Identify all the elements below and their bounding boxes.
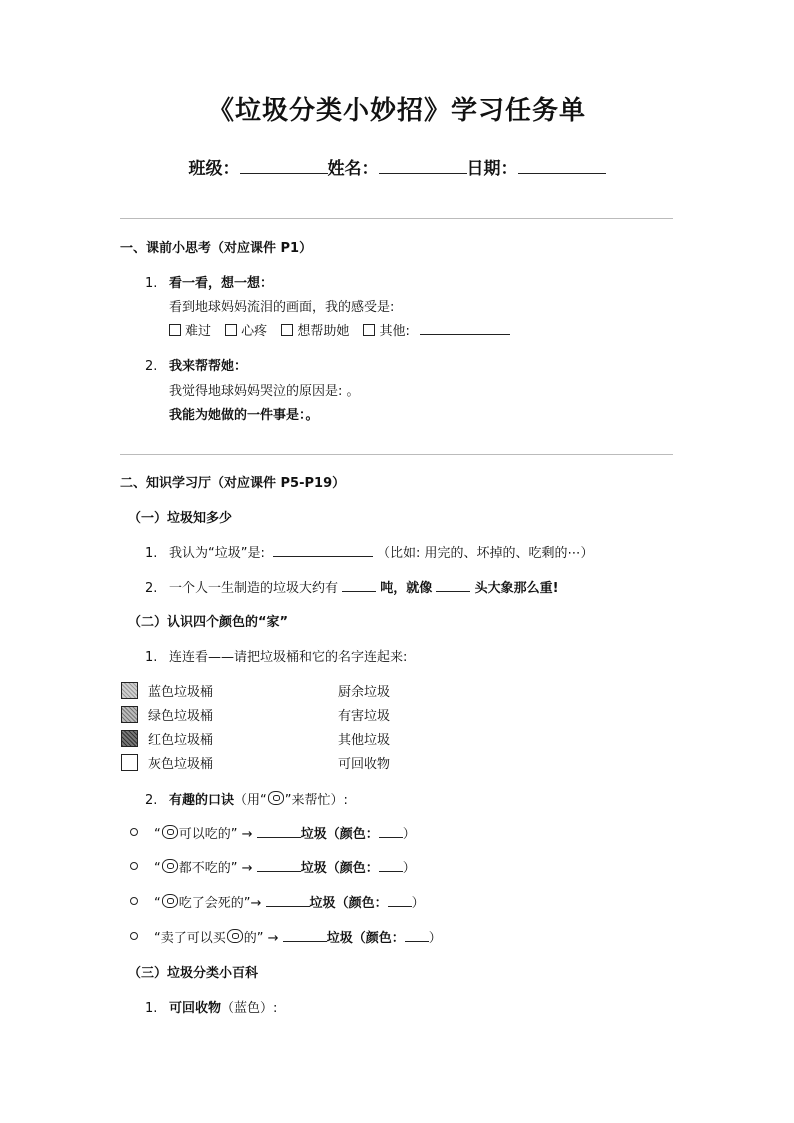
color-field[interactable] <box>379 859 403 872</box>
item-text: 我认为“垃圾”是: <box>169 546 265 561</box>
category-label[interactable]: 有害垃圾 <box>338 709 391 724</box>
bullet-icon <box>130 932 138 940</box>
date-label: 日期： <box>466 159 518 179</box>
checkbox[interactable] <box>169 324 181 336</box>
bin-row[interactable] <box>121 681 213 700</box>
page-title: 《垃圾分类小妙招》学习任务单 <box>207 96 586 126</box>
item-note: （比如: 用完的、坏掉的、吃剩的⋯） <box>377 546 594 561</box>
type-field[interactable] <box>266 894 310 907</box>
item-number: 2. <box>145 793 158 808</box>
item-title: 可回收物 <box>169 1001 222 1016</box>
green-bin-swatch <box>121 706 138 723</box>
red-bin-swatch <box>121 730 138 747</box>
pig-icon <box>268 791 284 805</box>
subsection-heading: （二）认识四个颜色的“家” <box>128 615 289 630</box>
class-field[interactable] <box>240 157 328 174</box>
option-label: 难过 <box>185 324 212 339</box>
class-label: 班级： <box>188 159 240 179</box>
arrow-icon: → <box>241 827 253 842</box>
bracket: ） <box>402 827 416 842</box>
rhyme-item <box>130 857 416 876</box>
divider <box>120 454 673 455</box>
bracket: ） <box>411 896 425 911</box>
item-number: 1. <box>145 1001 158 1016</box>
bullet-icon <box>130 862 138 870</box>
category-label[interactable]: 其他垃圾 <box>338 733 391 748</box>
question-1-prompt: 看到地球妈妈流泪的画面，我的感受是: <box>169 300 395 315</box>
bin-row[interactable] <box>121 753 213 772</box>
pig-icon <box>162 894 178 908</box>
question-2-title <box>145 355 247 374</box>
item-title: 有趣的口诀 <box>169 793 235 808</box>
rhyme-item <box>130 892 425 911</box>
gray-bin-swatch <box>121 754 138 771</box>
color-label: （颜色： <box>335 896 388 911</box>
part2-item-1 <box>145 646 407 665</box>
item-text: 一个人一生制造的垃圾大约有 <box>169 581 339 596</box>
quote-mark: “ <box>154 896 161 911</box>
pig-icon <box>227 929 243 943</box>
item-note: （用“ <box>234 793 267 808</box>
arrow-icon: → <box>267 931 279 946</box>
bin-label: 绿色垃圾桶 <box>148 709 214 724</box>
quote-mark: “卖了可以买 <box>154 931 226 946</box>
color-label: （颜色： <box>326 861 379 876</box>
rhyme-type-label: 垃圾 <box>326 931 353 946</box>
arrow-icon: → <box>241 861 253 876</box>
question-1-title <box>145 272 273 291</box>
color-label: （颜色： <box>352 931 405 946</box>
rhyme-type-label: 垃圾 <box>309 896 336 911</box>
color-field[interactable] <box>388 894 412 907</box>
option-label: 其他: <box>379 324 410 339</box>
bullet-icon <box>130 897 138 905</box>
color-field[interactable] <box>405 929 429 942</box>
arrow-icon: → <box>250 896 262 911</box>
item-note: ”来帮忙）: <box>284 793 348 808</box>
color-label: （颜色： <box>326 827 379 842</box>
bin-label: 红色垃圾桶 <box>148 733 214 748</box>
checkbox[interactable] <box>281 324 293 336</box>
item-text: 连连看——请把垃圾桶和它的名字连起来: <box>169 650 408 665</box>
part1-item-2 <box>145 577 559 596</box>
rhyme-text: 的” <box>243 931 264 946</box>
section-heading: 一、课前小思考（对应课件 P1） <box>120 241 313 256</box>
color-field[interactable] <box>379 825 403 838</box>
answer-field[interactable] <box>273 544 373 557</box>
item-note: （蓝色）: <box>221 1001 278 1016</box>
pig-icon <box>162 825 178 839</box>
checkbox[interactable] <box>225 324 237 336</box>
pig-icon <box>162 859 178 873</box>
part3-item-1 <box>145 997 277 1016</box>
type-field[interactable] <box>257 859 301 872</box>
bracket: ） <box>428 931 442 946</box>
date-field[interactable] <box>518 157 606 174</box>
item-number: 2. <box>145 581 158 596</box>
item-number: 1. <box>145 650 158 665</box>
bin-label: 灰色垃圾桶 <box>148 757 214 772</box>
question-number: 2. <box>145 359 158 374</box>
rhyme-text: 都不吃的” <box>178 861 238 876</box>
subsection-heading: （一）垃圾知多少 <box>128 511 233 526</box>
question-2-line-2: 我能为她做的一件事是：。 <box>169 408 319 423</box>
bin-row[interactable] <box>121 705 213 724</box>
category-label[interactable]: 可回收物 <box>338 757 391 772</box>
divider <box>120 218 673 219</box>
quote-mark: “ <box>154 827 161 842</box>
rhyme-text: 吃了会死的” <box>178 896 251 911</box>
rhyme-type-label: 垃圾 <box>300 861 327 876</box>
checkbox[interactable] <box>363 324 375 336</box>
option-label: 想帮助她 <box>297 324 350 339</box>
type-field[interactable] <box>283 929 327 942</box>
tons-field[interactable] <box>342 579 376 592</box>
question-title: 我来帮帮她： <box>169 359 248 374</box>
section-heading: 二、知识学习厅（对应课件 P5-P19） <box>120 476 346 491</box>
bullet-icon <box>130 828 138 836</box>
bin-label: 蓝色垃圾桶 <box>148 685 214 700</box>
elephants-field[interactable] <box>436 579 470 592</box>
item-text: 吨，就像 <box>380 581 433 596</box>
rhyme-type-label: 垃圾 <box>300 827 327 842</box>
item-text: 头大象那么重! <box>474 581 559 596</box>
type-field[interactable] <box>257 825 301 838</box>
rhyme-item <box>130 927 442 946</box>
part1-item-1 <box>145 542 594 561</box>
quote-mark: “ <box>154 861 161 876</box>
bin-row[interactable] <box>121 729 213 748</box>
name-field[interactable] <box>379 157 467 174</box>
part2-item-2 <box>145 789 348 808</box>
blue-bin-swatch <box>121 682 138 699</box>
name-label: 姓名： <box>327 159 379 179</box>
rhyme-text: 可以吃的” <box>178 827 238 842</box>
question-2-line-1: 我觉得地球妈妈哭泣的原因是: 。 <box>169 384 360 399</box>
question-title: 看一看，想一想： <box>169 276 274 291</box>
other-field[interactable] <box>420 322 510 335</box>
feeling-options <box>169 320 510 339</box>
category-label[interactable]: 厨余垃圾 <box>338 685 391 700</box>
question-number: 1. <box>145 276 158 291</box>
subsection-heading: （三）垃圾分类小百科 <box>128 966 259 981</box>
student-info-line <box>0 154 794 179</box>
bracket: ） <box>402 861 416 876</box>
option-label: 心疼 <box>241 324 268 339</box>
item-number: 1. <box>145 546 158 561</box>
rhyme-item <box>130 823 416 842</box>
